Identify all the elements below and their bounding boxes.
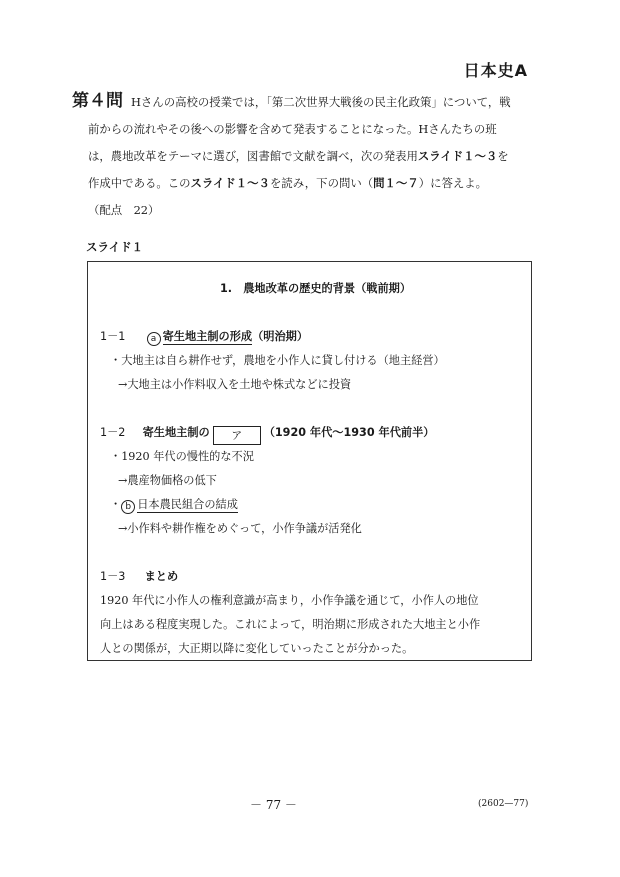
question-line-2: 前からの流れやその後への影響を含めて発表することになった。Hさんたちの班 [88, 122, 497, 136]
summary-line-2: 向上はある程度実現した。これによって，明治期に形成された大地主と小作 [100, 618, 481, 631]
slide-title: 1. 農地改革の歴史的背景（戦前期） [220, 282, 412, 295]
question-text-4-mid: を読み，下の問い（ [269, 176, 374, 190]
section-1-1-arrow: →大地主は小作料収入を土地や株式などに投資 [118, 378, 352, 391]
page-number: － 77 － [250, 798, 297, 812]
question-block [72, 88, 542, 224]
section-1-2-arrow-2: →小作料や耕作権をめぐって，小作争議が活発化 [118, 522, 362, 535]
question-text-4-tail: ）に答えよ。 [418, 176, 488, 190]
section-1-1-suffix: （明治期） [252, 330, 309, 343]
question-number: 第４問 [72, 91, 123, 111]
slide-label: スライド１ [86, 240, 144, 254]
section-1-2-suffix: （1920 年代～1930 年代前半） [263, 426, 435, 439]
blank-a-box: ア [213, 426, 261, 445]
question-range-ref: 問１～７ [373, 176, 419, 190]
section-1-1-bullet: ・大地主は自ら耕作せず，農地を小作人に貸し付ける（地主経営） [110, 354, 445, 367]
bullet-dot: ・ [110, 498, 122, 511]
question-points: （配点 22） [88, 203, 160, 217]
section-1-3-heading [100, 568, 178, 584]
question-text-3-tail: を [497, 149, 509, 163]
subject-title: 日本史A [463, 61, 528, 80]
question-text-1: Hさんの高校の授業では，「第二次世界大戦後の民主化政策」について，戦 [131, 95, 511, 109]
section-1-2-bullet-2 [110, 496, 238, 514]
marker-b-icon: b [121, 500, 135, 514]
slide-1-box [87, 261, 532, 661]
section-1-1-number: 1－1 [100, 330, 126, 343]
question-line-4 [72, 170, 542, 197]
slide-range-ref: スライド１～３ [417, 149, 498, 163]
section-1-2-title: 寄生地主制の [142, 426, 210, 439]
marker-a-icon: a [147, 332, 161, 346]
exam-code: (2602—77) [478, 799, 529, 809]
summary-line-3: 人との関係が，大正期以降に変化していったことが分かった。 [100, 642, 414, 655]
section-1-1-heading [100, 328, 308, 346]
slide-range-ref-2: スライド１～３ [190, 176, 270, 190]
section-1-2-arrow-1: →農産物価格の低下 [118, 474, 217, 487]
section-1-1-title: 寄生地主制の形成 [162, 330, 253, 343]
question-line-3 [72, 143, 542, 170]
section-1-3-number: 1－3 [100, 570, 126, 583]
section-1-2-number: 1－2 [100, 426, 126, 439]
section-1-3-title: まとめ [144, 570, 179, 583]
section-1-2-bullet-1: ・1920 年代の慢性的な不況 [110, 450, 254, 463]
section-1-2-heading [100, 424, 434, 445]
question-line-1 [72, 88, 542, 116]
question-text-3: は，農地改革をテーマに選び，図書館で文献を調べ，次の発表用 [88, 149, 418, 163]
question-text-4-pre: 作成中である。この [88, 176, 191, 190]
summary-line-1: 1920 年代に小作人の権利意識が高まり，小作争議を通じて，小作人の地位 [100, 594, 479, 607]
section-1-2-underlined-text: 日本農民組合の結成 [137, 498, 238, 511]
